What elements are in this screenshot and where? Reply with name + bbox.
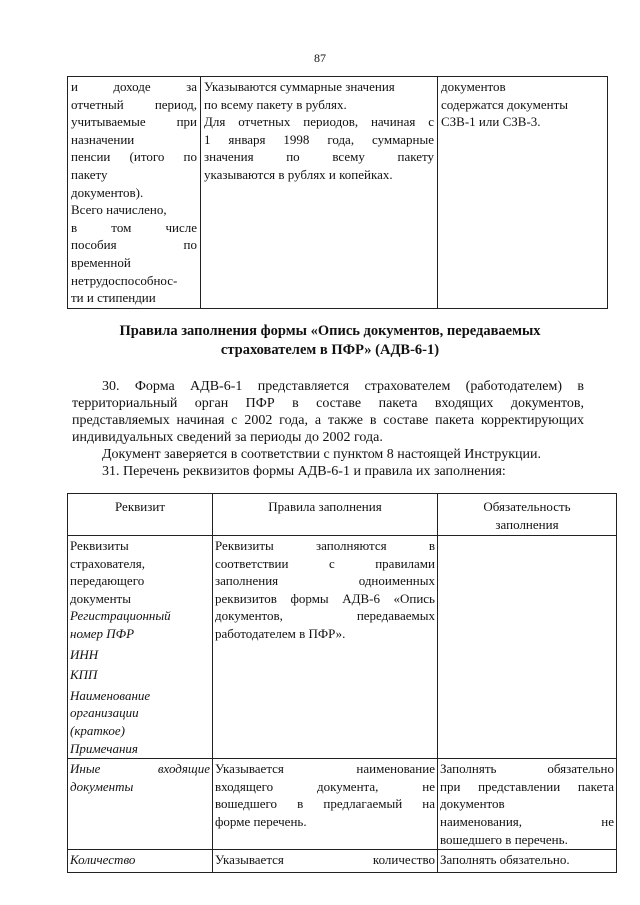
paragraph-31: 31. Перечень реквизитов формы АДВ-6-1 и правила их заполнения: <box>102 464 506 479</box>
text-line: временной <box>71 254 131 270</box>
text-line: Реквизиты <box>70 538 129 553</box>
table-cell <box>68 77 201 309</box>
text-line: и доходе за <box>71 79 197 94</box>
column-header: Правила заполнения <box>213 494 438 536</box>
section-heading <box>80 322 580 360</box>
table-cell <box>201 77 438 309</box>
text-line: содержатся документы <box>441 96 568 112</box>
table-cell <box>213 850 438 873</box>
text-line: Указываются суммарные значения <box>204 79 395 94</box>
text-line: учитываемые при <box>71 114 197 130</box>
text-line: ИНН <box>70 646 99 662</box>
text-line: входящего документа, не <box>215 778 435 794</box>
text-line: Для отчетных периодов, начиная с <box>204 114 434 130</box>
text-line: Заполнять обязательно. <box>440 852 570 868</box>
text-line: Регистрационный <box>70 608 171 624</box>
paragraph-30: 30. Форма АДВ-6-1 представляется страхователем (работодателем) в территориальный орган ПФР в составе пакета входящих документов, представляемых начиная с 2002 года, а также в составе пакета корректирующих индивидуальных сведений за периоды до 2002 года. <box>72 379 584 445</box>
text-line: Указывается количество <box>215 852 435 868</box>
text-line: Иные входящие <box>70 761 210 777</box>
text-line: по всему пакету в рублях. <box>204 96 347 112</box>
text-line: страхователя, <box>70 555 145 571</box>
text-line: вошедшего в предлагаемый на <box>215 796 435 812</box>
text-line: Заполнять обязательно <box>440 761 614 777</box>
text-line: форме перечень. <box>215 813 307 829</box>
table-cell <box>438 77 608 309</box>
paragraph-certify: Документ заверяется в соответствии с пунктом 8 настоящей Инструкции. <box>102 447 542 462</box>
table-cell <box>68 536 213 759</box>
table-cell <box>68 850 213 873</box>
text-line: заполнения одноименных <box>215 573 435 589</box>
text-line: (краткое) <box>70 722 125 738</box>
table-cell <box>213 759 438 850</box>
table-row <box>68 77 608 309</box>
text-line: пенсии (итого по <box>71 149 197 165</box>
table-cell <box>438 759 617 850</box>
text-line: 1 января 1998 года, суммарные <box>204 131 434 147</box>
table-row <box>68 850 617 873</box>
table-cell <box>68 759 213 850</box>
text-line: передающего <box>70 573 145 589</box>
text-line: при представлении пакета <box>440 778 614 794</box>
text-line: документов <box>440 796 505 812</box>
continuation-table <box>67 76 608 309</box>
text-line: КПП <box>70 667 98 683</box>
text-line: документы <box>70 778 134 794</box>
text-line: нетрудоспособнос- <box>71 272 178 288</box>
text-line: Примечания <box>70 740 138 756</box>
text-line: в том числе <box>71 219 197 235</box>
text-line: реквизитов формы АДВ-6 «Опись <box>215 590 435 606</box>
text-line: наименования, не <box>440 813 614 829</box>
heading-line: страхователем в ПФР» (АДВ-6-1) <box>220 342 440 358</box>
text-line: пособия по <box>71 237 197 253</box>
text-line: отчетный период, <box>71 96 197 112</box>
text-line: соответствии с правилами <box>215 555 435 571</box>
heading-line: Правила заполнения формы «Опись документов, передаваемых <box>119 323 541 339</box>
text-line: Наименование <box>70 687 151 703</box>
text-line: Количество <box>70 852 136 868</box>
text-line: номер ПФР <box>70 625 135 641</box>
table-row <box>68 536 617 759</box>
text-line: Всего начислено, <box>71 202 167 218</box>
requisites-table <box>67 493 617 873</box>
text-line: значения по всему пакету <box>204 149 434 165</box>
text-line: назначении <box>71 131 135 147</box>
header-line: Обязательность <box>483 499 571 514</box>
text-line: документы <box>70 590 131 606</box>
text-line: пакету <box>71 166 108 182</box>
text-line: организации <box>70 705 139 721</box>
text-line: указываются в рублях и копейках. <box>204 166 393 182</box>
text-line: вошедшего в перечень. <box>440 831 568 847</box>
table-cell <box>438 850 617 873</box>
page-number: 87 <box>314 51 326 65</box>
column-header: Реквизит <box>68 494 213 536</box>
text-line: ти и стипендии <box>71 290 156 306</box>
text-line: документов). <box>71 184 144 200</box>
text-line: Указывается наименование <box>215 761 435 777</box>
table-header-row <box>68 494 617 536</box>
table-cell <box>438 536 617 759</box>
header-line: заполнения <box>495 516 559 532</box>
table-cell <box>213 536 438 759</box>
column-header <box>438 494 617 536</box>
text-line: Реквизиты заполняются в <box>215 538 435 553</box>
text-line: документов <box>441 79 506 94</box>
text-line: документов, передаваемых <box>215 608 435 624</box>
table-row <box>68 759 617 850</box>
text-line: работодателем в ПФР». <box>215 625 346 641</box>
text-line: СЗВ-1 или СЗВ-3. <box>441 114 541 130</box>
